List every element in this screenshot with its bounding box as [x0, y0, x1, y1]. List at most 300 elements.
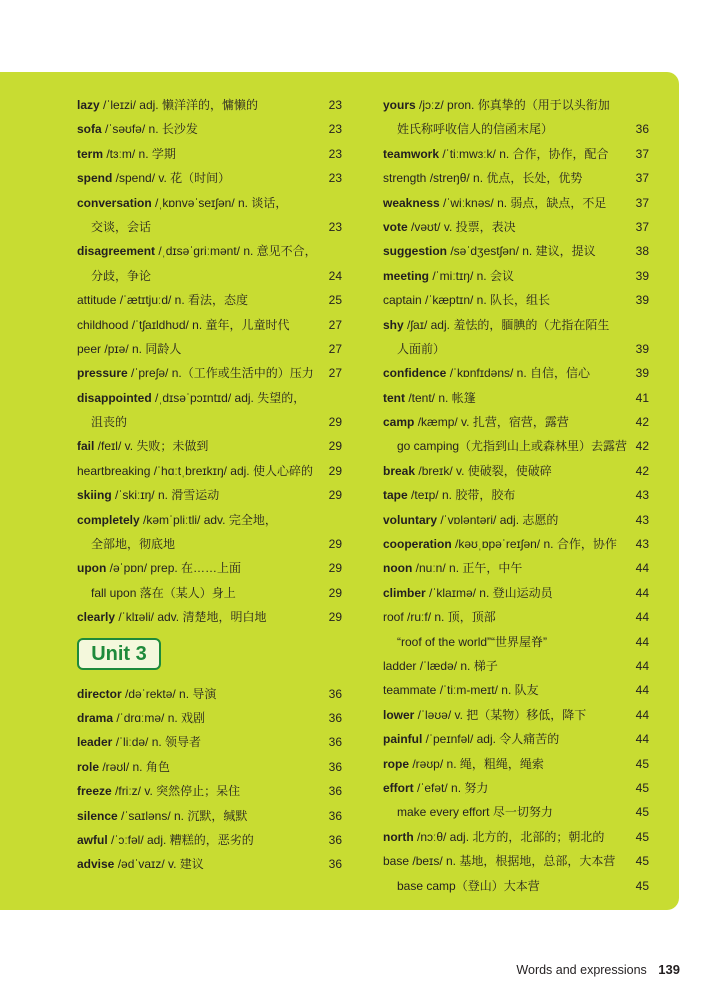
entry-headword: rope — [383, 756, 410, 771]
entry-page-number: 27 — [328, 341, 342, 356]
entry-text — [77, 191, 287, 215]
entry-headword: teammate — [383, 683, 437, 698]
entry-page-number: 36 — [328, 735, 342, 750]
entry-text — [77, 730, 201, 754]
entry-text — [383, 117, 553, 141]
entry-headword: confidence — [383, 366, 447, 381]
entry-text — [77, 117, 198, 141]
entry-headword: attitude — [77, 293, 117, 308]
left-column — [77, 93, 342, 877]
entry-definition: base camp（登山）大本营 — [397, 878, 540, 893]
glossary-entry — [77, 288, 342, 312]
entry-headword: freeze — [77, 784, 112, 799]
glossary-entry — [77, 459, 342, 483]
glossary-entry — [383, 654, 649, 678]
entry-definition: /ˈtiːm-meɪt/ n. 队友 — [436, 683, 539, 698]
entry-definition: /dəˈrektə/ n. 导演 — [121, 686, 217, 701]
entry-page-number: 23 — [328, 171, 342, 186]
entry-headword: break — [383, 463, 416, 478]
glossary-entry — [77, 706, 342, 730]
glossary-entry — [77, 239, 342, 263]
entry-text — [383, 361, 590, 385]
entry-text — [383, 703, 586, 727]
entry-definition: /ˈlædə/ n. 梯子 — [416, 658, 498, 673]
entry-definition: 沮丧的 — [91, 415, 128, 430]
entry-headword: fail — [77, 439, 95, 454]
entry-text — [383, 483, 515, 507]
glossary-entry — [77, 779, 342, 803]
glossary-entry — [77, 117, 342, 141]
entry-text — [383, 166, 582, 190]
entry-page-number: 23 — [328, 98, 342, 112]
entry-definition: 人面前） — [397, 341, 446, 356]
entry-headword: suggestion — [383, 244, 448, 259]
entry-page-number: 29 — [328, 463, 342, 478]
entry-continuation — [77, 581, 342, 605]
entry-headword: noon — [383, 561, 413, 576]
entry-text — [77, 215, 151, 239]
footer-section-title: Words and expressions — [516, 963, 647, 977]
entry-text — [383, 142, 609, 166]
entry-headword: pressure — [77, 366, 128, 381]
glossary-entry — [77, 191, 342, 215]
entry-definition: make every effort 尽一切努力 — [397, 805, 553, 820]
entry-text — [77, 682, 216, 706]
entry-text — [383, 678, 539, 702]
entry-definition: /rəʊp/ n. 绳，粗绳，绳索 — [409, 756, 544, 771]
entry-text — [77, 804, 247, 828]
entry-text — [383, 800, 553, 824]
entry-text — [77, 264, 151, 288]
entry-headword: spend — [77, 171, 113, 186]
glossary-entry — [77, 93, 342, 117]
unit-heading-row — [77, 630, 342, 682]
entry-continuation — [383, 630, 649, 654]
entry-headword: silence — [77, 808, 118, 823]
glossary-entry — [383, 752, 649, 776]
glossary-entry — [77, 386, 342, 410]
entry-page-number: 24 — [328, 268, 342, 283]
entry-definition: /friːz/ v. 突然停止；呆住 — [111, 784, 241, 799]
entry-definition: /səˈdʒestʃən/ n. 建议，提议 — [447, 244, 596, 259]
glossary-entry — [383, 191, 649, 215]
entry-continuation — [383, 800, 649, 824]
entry-page-number: 44 — [635, 561, 649, 576]
entry-page-number: 29 — [328, 585, 342, 600]
glossary-entry — [77, 682, 342, 706]
entry-text — [77, 508, 277, 532]
entry-text — [77, 313, 290, 337]
entry-page-number: 44 — [635, 683, 649, 698]
entry-headword: cooperation — [383, 537, 452, 552]
entry-text — [383, 825, 604, 849]
entry-continuation — [383, 117, 649, 141]
entry-page-number: 37 — [635, 146, 649, 161]
entry-page-number: 23 — [328, 122, 342, 137]
entry-page-number: 27 — [328, 366, 342, 381]
entry-headword: tape — [383, 488, 408, 503]
entry-definition: /ˈmiːtɪŋ/ n. 会议 — [429, 268, 514, 283]
entry-page-number: 44 — [635, 585, 649, 600]
glossary-entry — [383, 483, 649, 507]
entry-text — [77, 361, 314, 385]
entry-definition: /beɪs/ n. 基地，根据地，总部，大本营 — [409, 854, 616, 869]
entry-text — [383, 752, 544, 776]
entry-definition: /kəʊˌɒpəˈreɪʃən/ n. 合作，协作 — [451, 537, 617, 552]
entry-definition: /ˈliːdə/ n. 领导者 — [112, 735, 202, 750]
entry-headword: tent — [383, 390, 405, 405]
entry-headword: sofa — [77, 122, 102, 137]
entry-definition: /teɪp/ n. 胶带，胶布 — [407, 488, 516, 503]
entry-text — [383, 191, 606, 215]
entry-page-number: 37 — [635, 195, 649, 210]
entry-text — [77, 434, 208, 458]
entry-definition: /ˌdɪsəˈgriːmənt/ n. 意见不合， — [155, 244, 317, 259]
entry-text — [77, 142, 176, 166]
entry-page-number: 23 — [328, 146, 342, 161]
glossary-entry — [77, 434, 342, 458]
glossary-entry — [383, 678, 649, 702]
entry-page-number: 44 — [635, 732, 649, 747]
entry-page-number: 44 — [635, 634, 649, 649]
entry-headword: advise — [77, 857, 115, 872]
entry-continuation — [77, 532, 342, 556]
entry-headword: director — [77, 686, 122, 701]
entry-page-number: 45 — [635, 854, 649, 869]
glossary-entry — [383, 849, 649, 873]
glossary-entry — [383, 264, 649, 288]
entry-text — [77, 166, 230, 190]
entry-text — [77, 828, 254, 852]
entry-definition: 全部地，彻底地 — [91, 537, 176, 552]
entry-page-number: 44 — [635, 610, 649, 625]
entry-page-number: 36 — [328, 832, 342, 847]
glossary-entry — [383, 313, 649, 337]
glossary-entry — [77, 166, 342, 190]
entry-page-number: 45 — [635, 805, 649, 820]
entry-page-number: 29 — [328, 561, 342, 576]
entry-text — [383, 386, 476, 410]
entry-definition: /ədˈvaɪz/ v. 建议 — [114, 857, 204, 872]
entry-page-number: 37 — [635, 219, 649, 234]
glossary-entry — [383, 166, 649, 190]
entry-definition: /ˌdɪsəˈpɔɪntɪd/ adj. 失望的， — [151, 390, 306, 405]
entry-headword: term — [77, 146, 104, 161]
entry-continuation — [383, 874, 649, 898]
entry-text — [383, 264, 514, 288]
entry-headword: disappointed — [77, 390, 152, 405]
entry-headword: weakness — [383, 195, 440, 210]
entry-headword: base — [383, 854, 410, 869]
entry-definition: /ʃaɪ/ adj. 羞怯的，腼腆的（尤指在陌生 — [403, 317, 610, 332]
entry-page-number: 25 — [328, 293, 342, 308]
entry-page-number: 29 — [328, 610, 342, 625]
entry-definition: go camping（尤指到山上或森林里）去露营 — [397, 439, 628, 454]
entry-text — [383, 434, 627, 458]
entry-page-number: 43 — [635, 512, 649, 527]
entry-definition: /ˈləʊə/ v. 把（某物）移低，降下 — [414, 707, 587, 722]
entry-definition: /ˈpreʃə/ n.（工作或生活中的）压力 — [127, 366, 314, 381]
unit-badge: Unit 3 — [77, 638, 161, 670]
entry-page-number: 29 — [328, 488, 342, 503]
entry-page-number: 29 — [328, 537, 342, 552]
glossary-entry — [383, 703, 649, 727]
entry-page-number: 29 — [328, 415, 342, 430]
entry-page-number: 43 — [635, 537, 649, 552]
entry-page-number: 42 — [635, 463, 649, 478]
entry-continuation — [77, 215, 342, 239]
entry-headword: drama — [77, 710, 114, 725]
entry-page-number: 44 — [635, 707, 649, 722]
glossary-entry — [383, 556, 649, 580]
entry-definition: /jɔːz/ pron. 你真挚的（用于以头衔加 — [415, 98, 610, 112]
entry-definition: /ˈwiːknəs/ n. 弱点，缺点，不足 — [439, 195, 607, 210]
entry-page-number: 23 — [328, 219, 342, 234]
glossary-entry — [383, 825, 649, 849]
entry-text — [77, 337, 181, 361]
entry-headword: meeting — [383, 268, 430, 283]
glossary-entry — [383, 581, 649, 605]
entry-headword: camp — [383, 415, 415, 430]
entry-definition: /tent/ n. 帐篷 — [405, 390, 476, 405]
glossary-entry — [77, 605, 342, 629]
entry-definition: /ˈskiːɪŋ/ n. 滑雪运动 — [111, 488, 220, 503]
page-footer — [516, 962, 680, 978]
entry-continuation — [383, 434, 649, 458]
entry-text — [383, 727, 559, 751]
entry-text — [383, 410, 569, 434]
entry-headword: disagreement — [77, 244, 156, 259]
entry-page-number: 45 — [635, 829, 649, 844]
entry-text — [77, 288, 248, 312]
entry-definition: /nuːn/ n. 正午，中午 — [412, 561, 523, 576]
entry-text — [77, 483, 219, 507]
left-word-list — [77, 93, 342, 630]
glossary-entry — [77, 361, 342, 385]
entry-page-number: 36 — [328, 784, 342, 799]
entry-definition: /ˈætɪtjuːd/ n. 看法，态度 — [116, 293, 249, 308]
entry-text — [383, 605, 496, 629]
entry-headword: roof — [383, 610, 404, 625]
entry-definition: /kæmp/ v. 扎营，宿营，露营 — [414, 415, 569, 430]
glossary-entry — [383, 727, 649, 751]
entry-page-number: 29 — [328, 439, 342, 454]
entry-text — [383, 239, 596, 263]
entry-headword: upon — [77, 561, 107, 576]
entry-definition: /feɪl/ v. 失败；未做到 — [94, 439, 209, 454]
glossary-entry — [383, 361, 649, 385]
entry-definition: /ˈtiːmwɜːk/ n. 合作，协作，配合 — [439, 146, 609, 161]
entry-definition: 分歧，争论 — [91, 268, 152, 283]
entry-headword: leader — [77, 735, 113, 750]
entry-text — [77, 556, 241, 580]
entry-headword: strength — [383, 171, 427, 186]
entry-page-number: 45 — [635, 780, 649, 795]
right-word-list — [383, 93, 649, 898]
entry-definition: /ˈefət/ n. 努力 — [413, 780, 489, 795]
glossary-entry — [383, 239, 649, 263]
entry-text — [383, 93, 610, 117]
entry-page-number: 42 — [635, 439, 649, 454]
entry-text — [77, 852, 204, 876]
glossary-entry — [383, 410, 649, 434]
entry-headword: painful — [383, 732, 423, 747]
entry-headword: heartbreaking — [77, 463, 151, 478]
entry-definition: /ˌkɒnvəˈseɪʃən/ n. 谈话， — [151, 195, 288, 210]
entry-definition: /rəʊl/ n. 角色 — [99, 759, 170, 774]
entry-text — [77, 532, 175, 556]
entry-page-number: 39 — [635, 341, 649, 356]
entry-text — [77, 93, 258, 117]
entry-headword: role — [77, 759, 100, 774]
entry-headword: captain — [383, 293, 422, 308]
entry-page-number: 45 — [635, 878, 649, 893]
glossary-entry — [77, 556, 342, 580]
entry-definition: 交谈，会话 — [91, 219, 152, 234]
entry-page-number: 38 — [635, 244, 649, 259]
entry-headword: completely — [77, 512, 140, 527]
entry-text — [77, 779, 240, 803]
entry-headword: skiing — [77, 488, 112, 503]
entry-text — [383, 654, 498, 678]
entry-text — [383, 459, 552, 483]
entry-definition: “roof of the world”“世界屋脊” — [397, 634, 548, 649]
entry-page-number: 36 — [328, 686, 342, 701]
glossary-entry — [77, 142, 342, 166]
entry-definition: /spend/ v. 花（时间） — [112, 171, 231, 186]
entry-headword: teamwork — [383, 146, 440, 161]
entry-definition: 姓氏称呼收信人的信函末尾） — [397, 122, 554, 137]
entry-definition: /ruːf/ n. 顶，顶部 — [403, 610, 496, 625]
entry-definition: /vəʊt/ v. 投票，表决 — [407, 219, 516, 234]
entry-definition: /ˈpeɪnfəl/ adj. 令人痛苦的 — [422, 732, 560, 747]
entry-headword: childhood — [77, 317, 129, 332]
entry-page-number: 36 — [635, 122, 649, 137]
entry-text — [383, 849, 615, 873]
glossary-entry — [383, 288, 649, 312]
entry-page-number: 39 — [635, 366, 649, 381]
entry-headword: effort — [383, 780, 414, 795]
entry-continuation — [77, 410, 342, 434]
entry-definition: /pɪə/ n. 同龄人 — [101, 341, 182, 356]
entry-page-number: 36 — [328, 710, 342, 725]
glossary-entry — [383, 508, 649, 532]
entry-definition: /nɔːθ/ adj. 北方的，北部的；朝北的 — [413, 829, 605, 844]
right-column — [383, 93, 649, 898]
entry-headword: shy — [383, 317, 404, 332]
glossary-entry — [77, 828, 342, 852]
glossary-entry — [77, 730, 342, 754]
entry-definition: fall upon 落在（某人）身上 — [91, 585, 236, 600]
entry-headword: lower — [383, 707, 415, 722]
entry-definition: /ˈsaɪləns/ n. 沉默，缄默 — [117, 808, 248, 823]
entry-text — [77, 581, 236, 605]
entry-text — [383, 508, 558, 532]
glossary-entry — [383, 93, 649, 117]
entry-definition: /ˈklaɪmə/ n. 登山运动员 — [425, 585, 553, 600]
entry-page-number: 39 — [635, 268, 649, 283]
entry-definition: /kəmˈpliːtli/ adv. 完全地， — [139, 512, 277, 527]
entry-text — [383, 581, 553, 605]
entry-headword: conversation — [77, 195, 152, 210]
glossary-entry — [77, 313, 342, 337]
glossary-entry — [77, 804, 342, 828]
entry-headword: ladder — [383, 658, 417, 673]
entry-definition: /tɜːm/ n. 学期 — [103, 146, 176, 161]
entry-definition: /breɪk/ v. 使破裂，使破碎 — [415, 463, 552, 478]
glossary-entry — [383, 776, 649, 800]
glossary-entry — [383, 532, 649, 556]
entry-text — [77, 459, 313, 483]
entry-page-number: 41 — [635, 390, 649, 405]
entry-text — [77, 239, 317, 263]
entry-text — [383, 337, 445, 361]
entry-page-number: 44 — [635, 658, 649, 673]
entry-definition: /ˈkɒnfɪdəns/ n. 自信，信心 — [446, 366, 591, 381]
entry-headword: awful — [77, 832, 108, 847]
entry-definition: /ˈkæptɪn/ n. 队长，组长 — [421, 293, 551, 308]
entry-definition: /ˈhɑːtˌbreɪkɪŋ/ adj. 使人心碎的 — [150, 463, 313, 478]
entry-text — [383, 313, 609, 337]
entry-definition: /ˈtʃaɪldhʊd/ n. 童年，儿童时代 — [128, 317, 290, 332]
entry-headword: clearly — [77, 610, 116, 625]
entry-text — [383, 776, 488, 800]
glossary-entry — [383, 142, 649, 166]
glossary-entry — [383, 386, 649, 410]
entry-continuation — [77, 264, 342, 288]
entry-page-number: 43 — [635, 488, 649, 503]
entry-text — [77, 386, 305, 410]
entry-text — [383, 874, 540, 898]
entry-text — [383, 630, 547, 654]
entry-definition: /ˈleɪzi/ adj. 懒洋洋的，慵懒的 — [99, 98, 258, 112]
entry-definition: /ˈɔːfəl/ adj. 糟糕的，恶劣的 — [107, 832, 254, 847]
entry-page-number: 42 — [635, 415, 649, 430]
glossary-entry — [77, 508, 342, 532]
entry-text — [383, 288, 550, 312]
entry-definition: /ˈsəʊfə/ n. 长沙发 — [101, 122, 198, 137]
entry-headword: voluntary — [383, 512, 438, 527]
entry-definition: /streŋθ/ n. 优点，长处，优势 — [426, 171, 583, 186]
entry-page-number: 45 — [635, 756, 649, 771]
entry-headword: north — [383, 829, 414, 844]
entry-continuation — [383, 337, 649, 361]
entry-text — [77, 605, 266, 629]
entry-page-number: 36 — [328, 759, 342, 774]
entry-page-number: 36 — [328, 808, 342, 823]
entry-definition: /ˈdrɑːmə/ n. 戏剧 — [113, 710, 206, 725]
entry-headword: vote — [383, 219, 408, 234]
glossary-entry — [77, 337, 342, 361]
entry-page-number: 39 — [635, 293, 649, 308]
glossary-entry — [77, 755, 342, 779]
entry-headword: climber — [383, 585, 426, 600]
glossary-entry — [383, 605, 649, 629]
unit-word-list — [77, 682, 342, 877]
glossary-entry — [77, 483, 342, 507]
entry-page-number: 27 — [328, 317, 342, 332]
entry-text — [383, 532, 617, 556]
glossary-entry — [77, 852, 342, 876]
entry-text — [77, 706, 205, 730]
entry-page-number: 37 — [635, 171, 649, 186]
entry-headword: yours — [383, 98, 416, 112]
entry-definition: /ˈvɒləntəri/ adj. 志愿的 — [437, 512, 559, 527]
entry-page-number: 36 — [328, 857, 342, 872]
entry-text — [383, 215, 516, 239]
entry-definition: /ˈklɪəli/ adv. 清楚地，明白地 — [115, 610, 267, 625]
glossary-entry — [383, 215, 649, 239]
